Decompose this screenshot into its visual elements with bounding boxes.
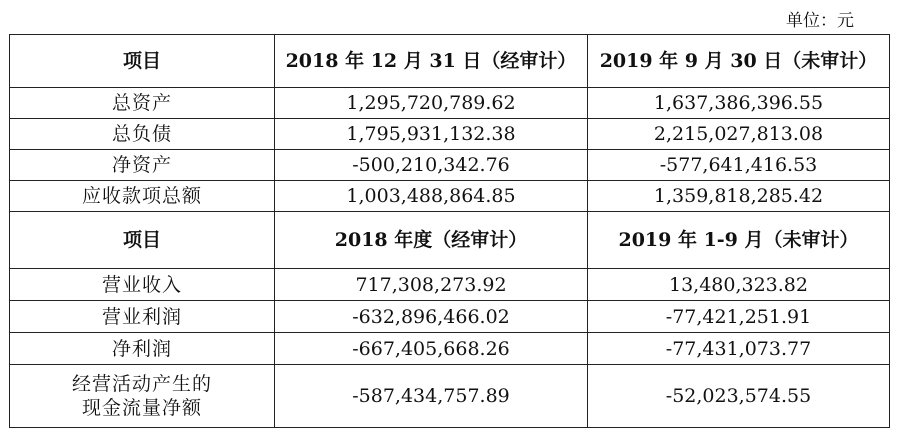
value-2019: -77,421,251.91 [588,301,890,333]
value-2018: -587,434,757.89 [275,365,588,428]
table-row [10,301,890,333]
unit-label: 单位：元 [786,11,854,31]
header-2019-sep30: 2019 年 9 月 30 日（未审计） [588,35,890,88]
table-row [10,88,890,119]
header-row-balance [10,35,890,88]
value-2018: -632,896,466.02 [275,301,588,333]
value-2018: 1,295,720,789.62 [275,88,588,119]
header-2018-dec31: 2018 年 12 月 31 日（经审计） [275,35,588,88]
table-row [10,333,890,365]
value-2019: 2,215,027,813.08 [588,119,890,150]
value-2018: 1,795,931,132.38 [275,119,588,150]
value-2019: 1,359,818,285.42 [588,181,890,212]
table-row [10,365,890,428]
row-label: 净利润 [10,333,275,365]
row-label [10,365,275,428]
value-2018: -667,405,668.26 [275,333,588,365]
value-2019: 1,637,386,396.55 [588,88,890,119]
value-2018: 717,308,273.92 [275,269,588,301]
value-2019: -577,641,416.53 [588,150,890,181]
value-2018: -500,210,342.76 [275,150,588,181]
value-2019: 13,480,323.82 [588,269,890,301]
table-row [10,150,890,181]
header-item: 项目 [10,212,275,269]
table-row [10,269,890,301]
row-label: 营业收入 [10,269,275,301]
row-label: 总负债 [10,119,275,150]
row-label-line1: 经营活动产生的 [71,373,212,395]
value-2019: -77,431,073.77 [588,333,890,365]
table-row [10,119,890,150]
header-2018-year: 2018 年度（经审计） [275,212,588,269]
header-2019-jan-sep: 2019 年 1-9 月（未审计） [588,212,890,269]
row-label-line2: 现金流量净额 [81,397,202,419]
header-row-income [10,212,890,269]
value-2018: 1,003,488,864.85 [275,181,588,212]
table-row [10,181,890,212]
row-label: 净资产 [10,150,275,181]
header-item: 项目 [10,35,275,88]
row-label: 总资产 [10,88,275,119]
financial-table [9,34,890,428]
row-label: 应收款项总额 [10,181,275,212]
row-label: 营业利润 [10,301,275,333]
value-2019: -52,023,574.55 [588,365,890,428]
